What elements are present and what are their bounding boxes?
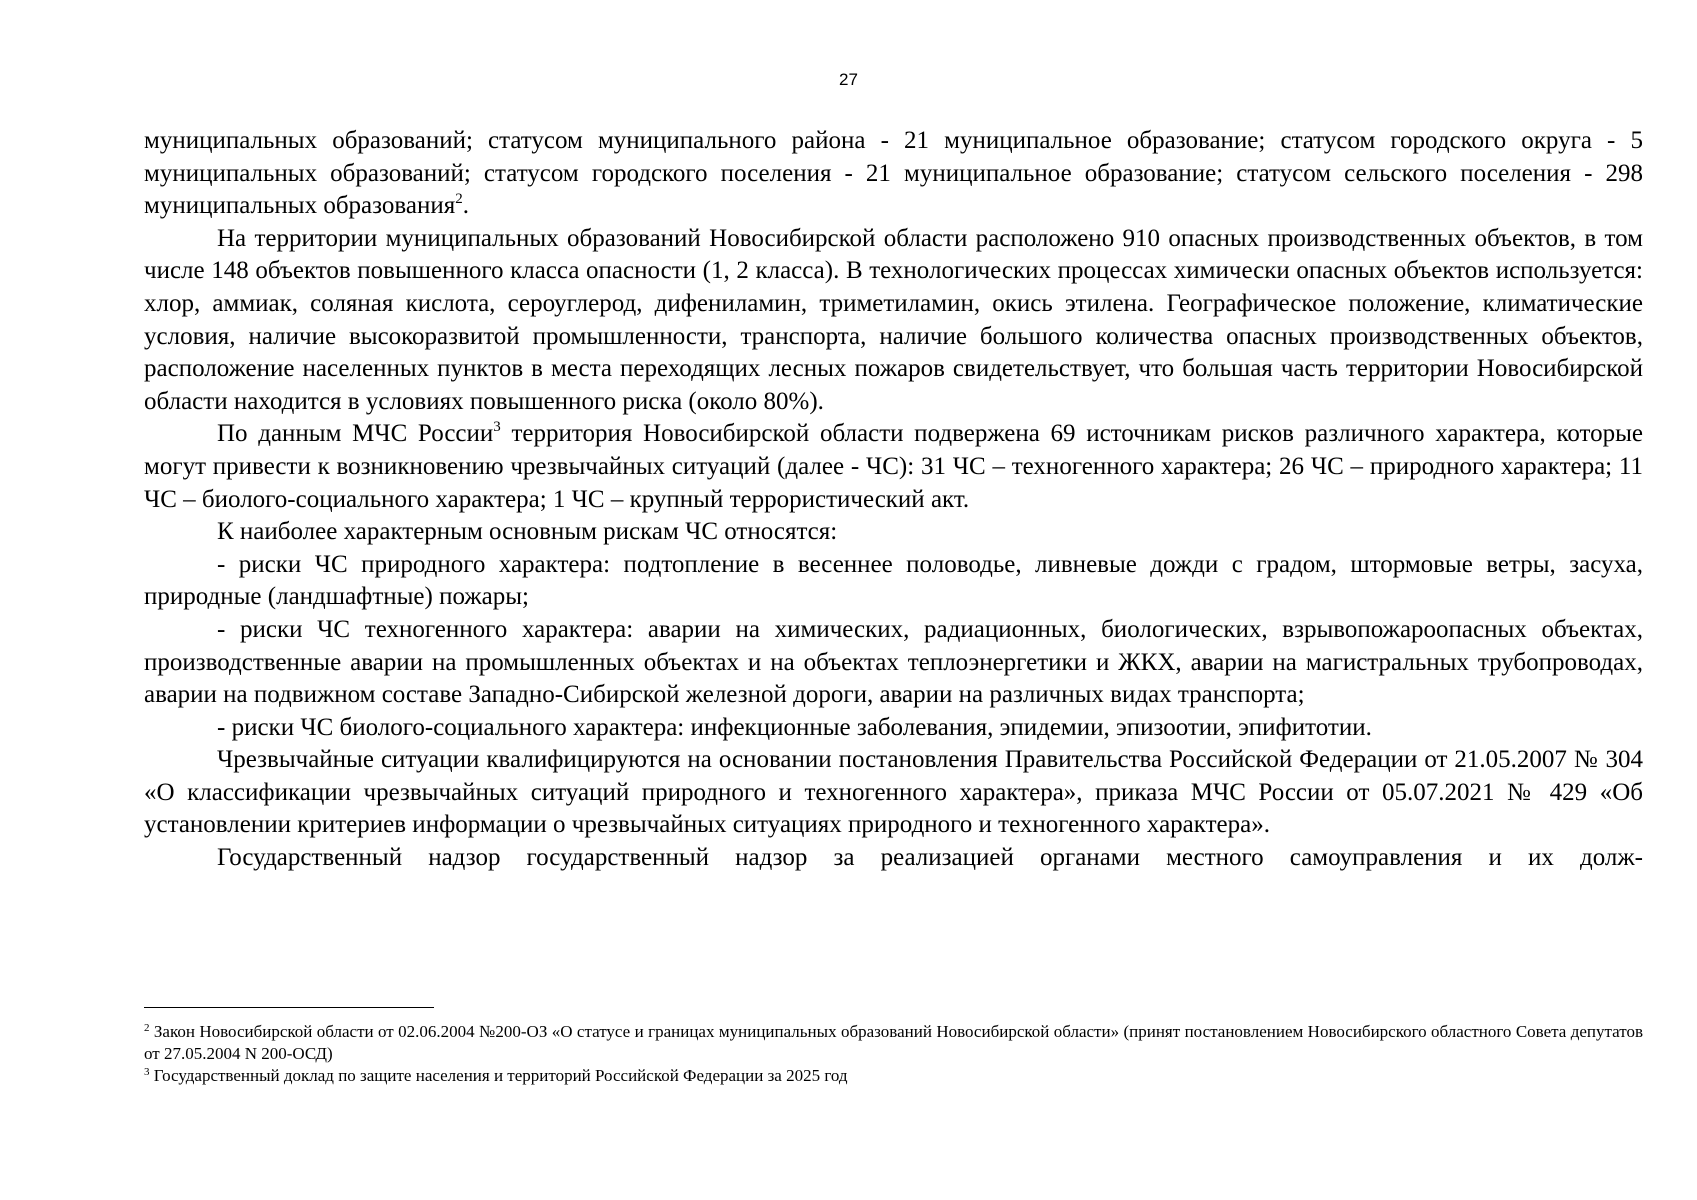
paragraph-3-text-before: По данным МЧС России xyxy=(217,420,494,448)
page-number: 27 xyxy=(839,70,858,89)
footnote-2 xyxy=(144,1021,1643,1065)
footnote-separator xyxy=(144,1007,434,1008)
footnotes xyxy=(144,1021,1643,1087)
paragraph-1-text: муниципальных образований; статусом муниципального района - 21 муниципальное образование; статусом городского округа - 5 муниципальных образований; статусом городского поселения - 21 муниципальное образование; статусом сельского поселения - 298 муниципальных образования xyxy=(144,127,1643,220)
footnote-3-text: Государственный доклад по защите населения и территорий Российской Федерации за 2025 год xyxy=(149,1066,848,1085)
footnote-ref-3[interactable]: 3 xyxy=(493,419,501,436)
paragraph-9: Государственный надзор государственный надзор за реализацией органами местного самоуправления и их долж- xyxy=(217,844,1643,872)
paragraph-1 xyxy=(144,125,1643,223)
paragraph-3 xyxy=(144,418,1643,516)
footnote-2-number: 2 xyxy=(144,1022,150,1034)
list-item-biosocial-risks: - риски ЧС биолого-социального характера: инфекционные заболевания, эпидемии, эпизоотии, эпифитотии. xyxy=(217,713,1372,741)
paragraph-2: На территории муниципальных образований Новосибирской области расположено 910 опасных производственных объектов, в том числе 148 объектов повышенного класса опасности (1, 2 класса). В технологических процессах химически опасных объектов используется: хлор, аммиак, соляная кислота, сероуглерод, дифениламин, триметиламин, окись этилена. Географическое положение, климатические условия, наличие высокоразвитой промышленности, транспорта, наличие большого количества опасных производственных объектов, расположение населенных пунктов в места переходящих лесных пожаров свидетельствует, что большая часть территории Новосибирской области находится в условиях повышенного риска (около 80%). xyxy=(144,224,1643,415)
body-text xyxy=(144,125,1643,875)
paragraph-1-tail: . xyxy=(462,192,469,220)
footnote-2-text: Закон Новосибирской области от 02.06.2004 №200-ОЗ «О статусе и границах муниципальных образований Новосибирской области» (принят постановлением Новосибирского областного Совета депутатов от 27.05.2004 N 200-ОСД) xyxy=(144,1022,1643,1063)
footnote-3 xyxy=(144,1065,1643,1087)
paragraph-3-text-after: территория Новосибирской области подвержена 69 источникам рисков различного характера, которые могут привести к возникновению чрезвычайных ситуаций (далее - ЧС): 31 ЧС – техногенного характера; 26 ЧС – природного характера; 11 ЧС – биолого-социального характера; 1 ЧС – крупный террористический акт. xyxy=(144,420,1643,513)
paragraph-4: К наиболее характерным основным рискам ЧС относятся: xyxy=(217,518,838,546)
list-item-natural-risks: - риски ЧС природного характера: подтопление в весеннее половодье, ливневые дожди с градом, штормовые ветры, засуха, природные (ландшафтные) пожары; xyxy=(144,550,1643,611)
footnote-ref-2[interactable]: 2 xyxy=(455,191,463,208)
list-item-technogenic-risks: - риски ЧС техногенного характера: аварии на химических, радиационных, биологических, взрывопожароопасных объектах, производственные аварии на промышленных объектах и на объектах теплоэнергетики и ЖКХ, аварии на магистральных трубопроводах, аварии на подвижном составе Западно-Сибирской железной дороги, аварии на различных видах транспорта; xyxy=(144,615,1643,709)
footnote-3-number: 3 xyxy=(144,1066,150,1078)
paragraph-8: Чрезвычайные ситуации квалифицируются на основании постановления Правительства Российской Федерации от 21.05.2007 № 304 «О классификации чрезвычайных ситуаций природного и техногенного характера», приказа МЧС России от 05.07.2021 № 429 «Об установлении критериев информации о чрезвычайных ситуациях природного и техногенного характера». xyxy=(144,746,1643,839)
